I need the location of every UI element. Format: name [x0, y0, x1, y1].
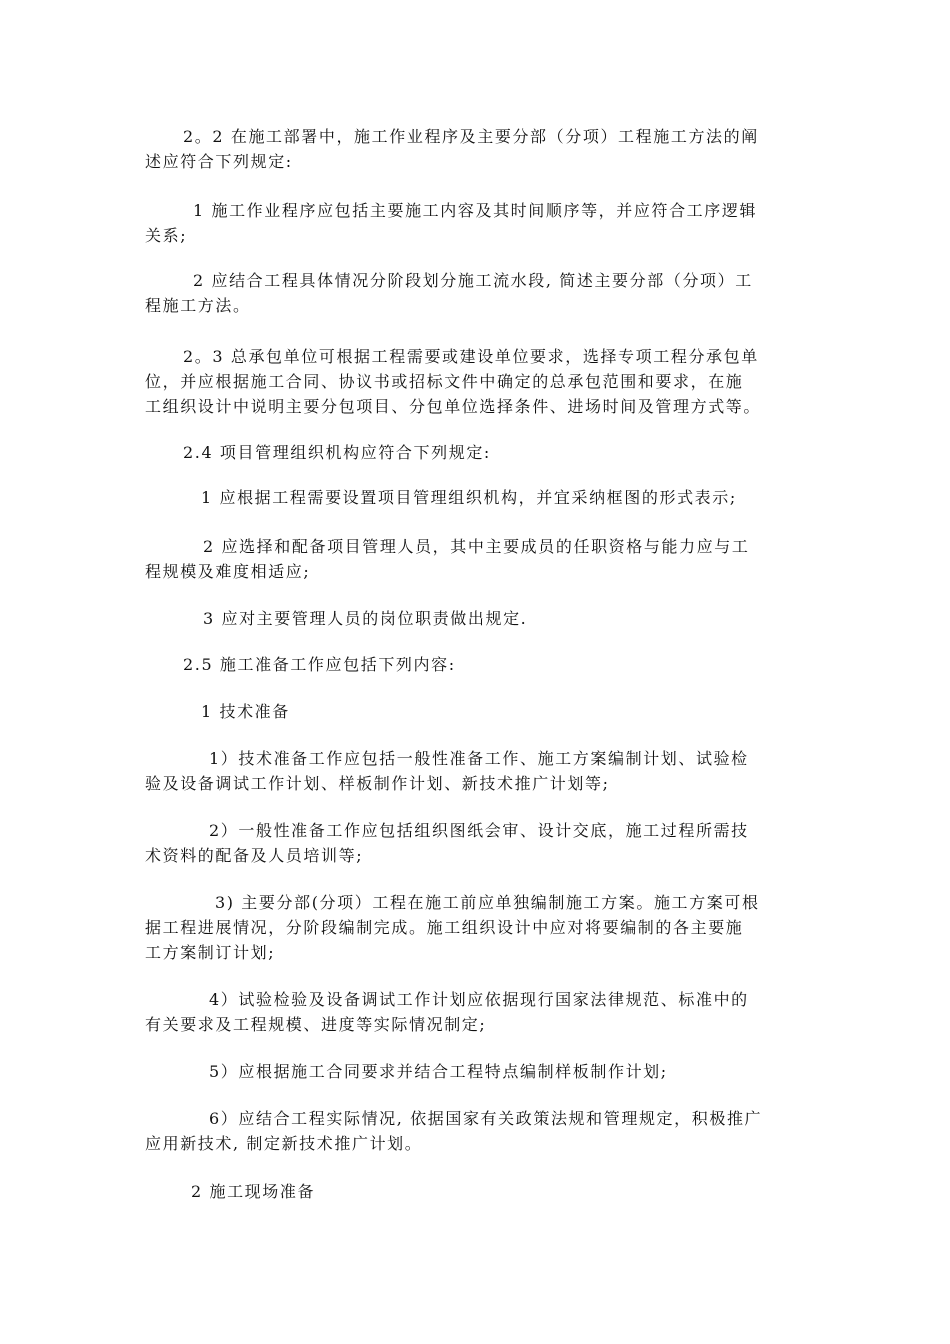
paragraph-line: 术资料的配备及人员培训等;: [145, 846, 364, 865]
paragraph-line: 2 施工现场准备: [191, 1182, 316, 1201]
paragraph-2-5-1-sub-1: [145, 746, 805, 796]
paragraph-line: 工组织设计中说明主要分包项目、分包单位选择条件、进场时间及管理方式等。: [145, 397, 762, 416]
paragraph-2-4: [145, 440, 805, 465]
paragraph-2-5-1-sub-3: [145, 890, 805, 965]
paragraph-2-5-item-2: [145, 1179, 805, 1204]
paragraph-2-5-1-sub-2: [145, 818, 805, 868]
paragraph-line: 2.5 施工准备工作应包括下列内容:: [183, 655, 456, 674]
paragraph-2-5-item-1: [145, 699, 805, 724]
paragraph-line: 应用新技术, 制定新技术推广计划。: [145, 1134, 423, 1153]
paragraph-line: 1 应根据工程需要设置项目管理组织机构，并宜采纳框图的形式表示;: [201, 488, 737, 507]
paragraph-2-3: [145, 344, 805, 419]
paragraph-line: 1 技术准备: [201, 702, 290, 721]
paragraph-line: 程施工方法。: [145, 296, 251, 315]
paragraph-line: 5）应根据施工合同要求并结合工程特点编制样板制作计划;: [209, 1062, 668, 1081]
paragraph-line: 2。3 总承包单位可根据工程需要或建设单位要求，选择专项工程分承包单: [183, 347, 759, 366]
paragraph-line: 工方案制订计划;: [145, 943, 276, 962]
paragraph-2-2: [145, 124, 805, 174]
paragraph-line: 2）一般性准备工作应包括组织图纸会审、设计交底，施工过程所需技: [209, 821, 749, 840]
paragraph-2-5-1-sub-6: [145, 1106, 805, 1156]
paragraph-line: 位，并应根据施工合同、协议书或招标文件中确定的总承包范围和要求，在施: [145, 372, 744, 391]
paragraph-line: 2。2 在施工部署中，施工作业程序及主要分部（分项）工程施工方法的阐: [183, 127, 759, 146]
paragraph-line: 2 应选择和配备项目管理人员，其中主要成员的任职资格与能力应与工: [203, 537, 750, 556]
paragraph-line: 3) 主要分部(分项）工程在施工前应单独编制施工方案。施工方案可根: [215, 893, 760, 912]
paragraph-line: 关系;: [145, 226, 188, 245]
paragraph-2-5-1-sub-4: [145, 987, 805, 1037]
paragraph-2-2-item-2: [145, 268, 805, 318]
paragraph-line: 6）应结合工程实际情况, 依据国家有关政策法规和管理规定，积极推广: [209, 1109, 763, 1128]
paragraph-line: 验及设备调试工作计划、样板制作计划、新技术推广计划等;: [145, 774, 610, 793]
paragraph-line: 1）技术准备工作应包括一般性准备工作、施工方案编制计划、试验检: [209, 749, 749, 768]
paragraph-line: 有关要求及工程规模、进度等实际情况制定;: [145, 1015, 487, 1034]
paragraph-line: 据工程进展情况，分阶段编制完成。施工组织设计中应对将要编制的各主要施: [145, 918, 744, 937]
paragraph-line: 述应符合下列规定:: [145, 152, 293, 171]
paragraph-2-4-item-3: [145, 606, 805, 631]
paragraph-2-2-item-1: [145, 198, 805, 248]
paragraph-2-4-item-1: [145, 485, 805, 510]
paragraph-line: 2 应结合工程具体情况分阶段划分施工流水段, 简述主要分部（分项）工: [193, 271, 753, 290]
paragraph-2-5: [145, 652, 805, 677]
paragraph-line: 1 施工作业程序应包括主要施工内容及其时间顺序等，并应符合工序逻辑: [193, 201, 758, 220]
paragraph-2-4-item-2: [145, 534, 805, 584]
paragraph-line: 3 应对主要管理人员的岗位职责做出规定.: [203, 609, 528, 628]
paragraph-2-5-1-sub-5: [145, 1059, 805, 1084]
paragraph-line: 4）试验检验及设备调试工作计划应依据现行国家法律规范、标准中的: [209, 990, 749, 1009]
paragraph-line: 程规模及难度相适应;: [145, 562, 311, 581]
paragraph-line: 2.4 项目管理组织机构应符合下列规定:: [183, 443, 491, 462]
